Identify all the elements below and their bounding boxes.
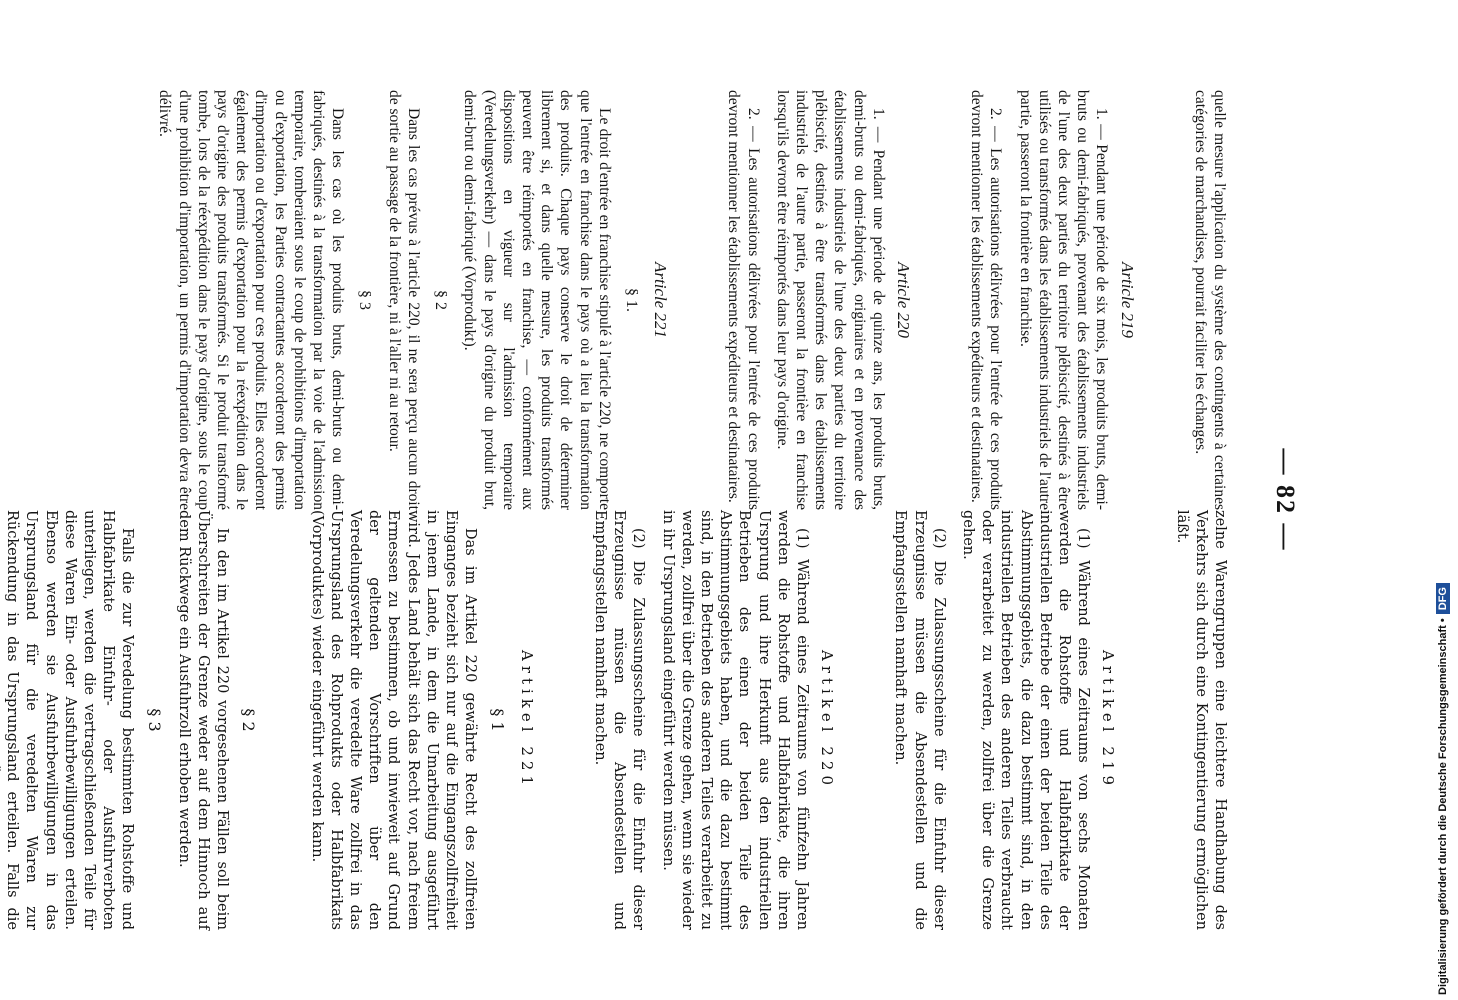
german-intro: zelne Warengruppen eine leichtere Handhabung des Verkehrs sich durch eine Kontingentierung ermöglichen läßt. xyxy=(1173,510,1228,930)
credit-text: Digitalisierung gefördert durch die Deutsche Forschungsgemeinschaft • xyxy=(1437,618,1449,995)
german-column xyxy=(4,510,1229,930)
french-article-221-section-2: § 2 xyxy=(432,290,450,310)
french-article-221-section-3: § 3 xyxy=(356,290,374,310)
french-article-221-section-1-text: Le droit d'entrée en franchise stipulé à l'article 220, ne comporte que l'entrée en franchise dans le pays où a lieu la transformation des produits. Chaque pays conserve le droit de déterminer librement si, et dans quelle mesure, les produits transformés peuvent être réimportés en franchise, — conformément aux dispositions en vigueur sur l'admission temporaire (Veredelungsverkehr) — dans le pays d'origine du produit brut, demi-brut ou demi-fabriqué (Vorprodukt). xyxy=(461,90,613,510)
french-article-221-section-3-text: Dans les cas où les produits bruts, demi-bruts ou demi-fabriqués, destinés à la transformation par la voie de l'admission temporaire, tomberaient sous le coup de prohibitions d'importation ou d'exportation, les Parties contractantes accorderont des permis d'importation ou d'exportation pour ces produits. Elles accorderont également des permis d'exportation pour la réexpédition dans le pays d'origine des produits transformés. Si le produit transformé tombe, lors de la réexpédition dans le pays d'origine, sous le coup d'une prohibition d'importation, un permis d'importation devra être délivré. xyxy=(156,90,347,510)
german-article-220-title: Artikel 220 xyxy=(818,650,837,790)
german-article-221-section-3-text: Falls die zur Veredelung bestimmten Rohstoffe und Halbfabrikate Einfuhr- oder Ausfuhrverboten unterliegen, werden die vertragschließenden Teile für diese Waren Ein- oder Ausfuhrbewilligungen erteilen. Ebenso werden sie Ausfuhrbewilligungen in das Ursprungsland für die veredelten Waren zur Rückendung in das Ursprungsland erteilen. Falls die xyxy=(4,510,136,930)
digitization-credit xyxy=(1395,10,1449,995)
french-article-219-para-2: 2. — Les autorisations délivrées pour l'entrée de ces produits devront mentionner les établissements expéditeurs et destinataires. xyxy=(968,90,1005,510)
french-article-220-para-1: 1. — Pendant une période de quinze ans, les produits bruts, demi-bruts ou demi-fabriqués, originaires et en provenance des établissements industriels de l'une des deux parties du territoire plébiscité, destinés à être transformés dans les établissements industriels de l'autre partie, passeront la frontière en franchise lorsqu'ils devront être réimportés dans leur pays d'origine. xyxy=(773,90,887,510)
dfg-logo: DFG xyxy=(1436,583,1450,614)
page-header xyxy=(1244,0,1334,1000)
french-article-220-title: Article 220 xyxy=(893,261,913,338)
document-page xyxy=(4,0,1334,1000)
french-article-219-title: Article 219 xyxy=(1117,261,1137,338)
french-intro: quelle mesure l'application du système des contingents à certaines catégories de marchandises, pourrait faciliter les échanges. xyxy=(1191,90,1228,510)
german-article-221-section-1-text: Das im Artikel 220 gewährte Recht des zollfreien Einganges bezieht sich nur auf die Eingangszollfreiheit in jenem Lande, in dem die Umarbeitung ausgeführt wird. Jedes Land behält sich das Recht vor, nach freiem Ermessen zu bestimmen, ob und inwieweit auf Grund der geltenden Vorschriften über den Veredelungsverkehr die veredelte Ware zollfrei in das Ursprungsland des Rohprodukts oder Halbfabrikats (Vorproduktes) wieder eingeführt werden kann. xyxy=(308,510,479,930)
french-article-221-title: Article 221 xyxy=(651,261,671,338)
french-column xyxy=(29,90,1229,510)
german-article-219-para-1: (1) Während eines Zeitraums von sechs Monaten werden die Rohstoffe und Halbfabrikate der industriellen Betriebe der einen der beiden Teile des Abstimmungsgebiets, die dazu bestimmt sind, in den industriellen Betrieben des anderen Teiles verbraucht oder verarbeitet zu werden, zollfrei über die Grenze gehen. xyxy=(959,510,1092,930)
german-article-221-section-1: § 1 xyxy=(487,708,507,732)
french-article-219-para-1: 1. — Pendant une période de six mois, les produits bruts, demi-bruts ou demi-fabriqués, provenant des établissements industriels de l'une des deux parties du territoire plébiscité, destinés à être utilisés ou transformés dans les établissements industriels de l'autre partie, passeront la frontière en franchise. xyxy=(1016,90,1111,510)
german-article-219-para-2: (2) Die Zulassungsscheine für die Einfuhr dieser Erzeugnisse müssen die Absendestellen und die Empfangsstellen namhaft machen. xyxy=(892,510,947,930)
french-article-221-section-1: § 1. xyxy=(622,288,640,312)
german-article-221-title: Artikel 221 xyxy=(517,650,536,790)
german-article-221-section-2: § 2 xyxy=(239,708,259,732)
german-article-221-section-3: § 3 xyxy=(144,708,164,732)
german-article-220-para-2: (2) Die Zulassungsscheine für die Einfuhr dieser Erzeugnisse müssen die Absendestellen und Empfangsstellen namhaft machen. xyxy=(591,510,647,930)
page-number: — 82 — xyxy=(1271,448,1300,552)
french-article-220-para-2: 2. — Les autorisations délivrées pour l'entrée de ces produits devront mentionner les établissements expéditeurs et destinataires. xyxy=(725,90,762,510)
german-article-221-section-2-text: In den im Artikel 220 vorgesehenen Fällen soll beim Überschreiten der Grenze weder auf dem Hinnoch auf dem Rückwege ein Ausfuhrzoll erhoben werden. xyxy=(175,510,231,930)
german-article-220-para-1: (1) Während eines Zeitraums von fünfzehn Jahren werden die Rohstoffe und Halbfabrikate, die ihren Ursprung und ihre Herkunft aus den industriellen Betrieben des einen der beiden Teile des Abstimmungsgebiets haben, und die dazu bestimmt sind, in den Betrieben des anderen Teiles verarbeitet zu werden, zollfrei über die Grenze gehen, wenn sie wieder in ihr Ursprungsland eingeführt werden müssen. xyxy=(659,510,810,930)
german-article-219-title: Artikel 219 xyxy=(1099,650,1118,790)
french-article-221-section-2-text: Dans les cas prévus à l'article 220, il ne sera perçu aucun droit de sortie au passage de la frontière, ni à l'aller ni au retour. xyxy=(385,90,422,510)
